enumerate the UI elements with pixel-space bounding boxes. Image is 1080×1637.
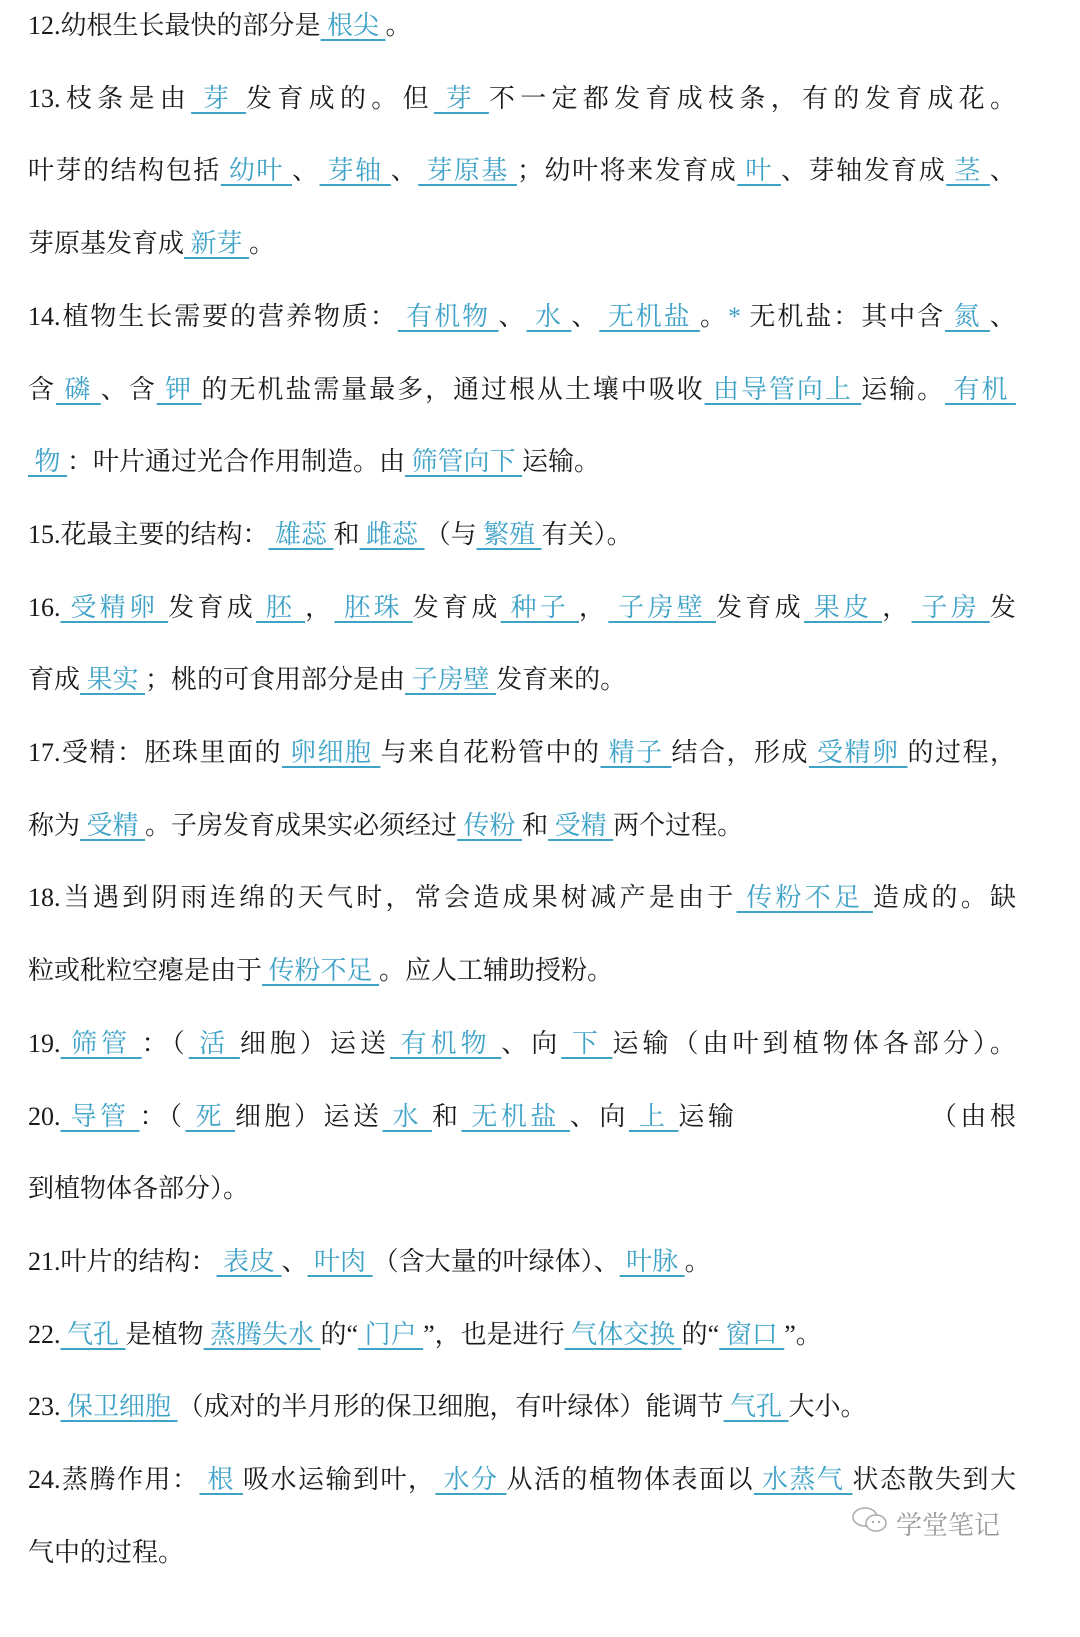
static-text: 运输。 — [522, 447, 601, 477]
answer-blank: 芽轴 — [319, 156, 391, 186]
answer-blank: 钾 — [156, 374, 202, 404]
static-text: 、 — [989, 156, 1016, 186]
static-text: ， — [579, 592, 609, 622]
static-text: 、向 — [501, 1028, 562, 1058]
document-line — [28, 951, 1016, 991]
static-text: （与 — [424, 519, 477, 549]
answer-blank: 传粉不足 — [736, 883, 873, 913]
static-text: 运输 — [678, 1101, 738, 1131]
answer-blank: 芽 — [191, 83, 247, 113]
answer-blank: 导管 — [60, 1101, 140, 1131]
answer-blank: 物 — [28, 447, 68, 477]
static-text: 、 — [292, 156, 320, 186]
static-text: 18.当遇到阴雨连绵的天气时，常会造成果树减产是由于 — [28, 883, 737, 913]
static-text: 从活的植物体表面以 — [506, 1465, 754, 1494]
static-text: 的过程， — [907, 738, 1016, 767]
answer-blank: 果皮 — [803, 592, 883, 622]
static-text: 育成 — [28, 665, 81, 695]
answer-blank: 水蒸气 — [753, 1465, 853, 1494]
answer-blank: 受精卵 — [60, 592, 169, 622]
document-line — [28, 224, 1016, 264]
static-text: 。 — [249, 229, 276, 259]
answer-blank: 无机盐 — [461, 1101, 570, 1131]
static-text: 两个过程。 — [613, 810, 744, 840]
static-text: （由根 — [927, 1101, 1016, 1131]
document-line — [28, 370, 1016, 410]
answer-blank: 受精卵 — [808, 738, 908, 767]
static-text: 和 — [431, 1101, 462, 1131]
answer-blank: 表皮 — [216, 1246, 282, 1276]
static-text: 运输。 — [861, 374, 946, 404]
answer-blank: 根尖 — [320, 11, 386, 40]
static-text: 12.幼根生长最快的部分是 — [28, 11, 321, 40]
document-line — [28, 733, 1016, 773]
static-text: 和 — [333, 519, 360, 549]
answer-blank: 磷 — [55, 374, 101, 404]
document-line — [28, 660, 1016, 700]
asterisk-mark: * — [727, 301, 741, 331]
static-text: 20. — [28, 1101, 61, 1131]
answer-blank: 受精 — [548, 810, 614, 840]
static-text: 细胞）运送 — [239, 1028, 391, 1058]
document-line — [28, 588, 1016, 628]
static-text: （成对的半月形的保卫细胞，有叶绿体）能调节 — [177, 1392, 724, 1422]
static-text: 状态散失到大 — [852, 1465, 1016, 1494]
answer-blank: 气孔 — [723, 1392, 789, 1422]
static-text: 、 — [989, 301, 1016, 331]
document-line — [28, 1460, 1016, 1500]
static-text: ；桃的可食用部分是由 — [145, 665, 406, 695]
static-text: 的“ — [320, 1319, 359, 1349]
answer-blank: 死 — [185, 1101, 235, 1131]
document-line — [28, 878, 1016, 918]
document-line — [28, 442, 1016, 482]
answer-blank: 胚 — [256, 592, 306, 622]
static-text: 发 — [989, 592, 1016, 622]
static-text: ， — [305, 592, 335, 622]
static-text: ， — [882, 592, 912, 622]
answer-blank: 有机物 — [390, 1028, 502, 1058]
answer-blank: 由导管向上 — [704, 374, 862, 404]
answer-blank: 蒸腾失水 — [203, 1319, 321, 1349]
static-text: 和 — [522, 810, 549, 840]
static-text: 的“ — [681, 1319, 720, 1349]
static-text: 不一定都发育成枝条，有的发育成花。 — [488, 83, 1016, 113]
static-text: 、 — [498, 301, 527, 331]
answer-blank: 叶 — [737, 156, 781, 186]
static-text: 无机盐：其中含 — [740, 301, 946, 331]
static-text: 。应人工辅助授粉。 — [379, 956, 614, 986]
static-text: 吸水运输到叶， — [242, 1465, 436, 1494]
static-text: ：（ — [139, 1101, 186, 1131]
static-text: 发育成 — [168, 592, 257, 622]
static-text: 17.受精：胚珠里面的 — [28, 738, 282, 767]
answer-blank: 精子 — [600, 738, 672, 767]
static-text: 。 — [700, 301, 728, 331]
static-text: 结合，形成 — [671, 738, 809, 767]
static-text: 、芽轴发育成 — [781, 156, 947, 186]
static-text: ：（ — [141, 1028, 189, 1058]
static-text: 造成的。缺 — [872, 883, 1016, 913]
document-line — [28, 1024, 1016, 1064]
answer-blank: 筛管 — [60, 1028, 142, 1058]
answer-blank: 幼叶 — [220, 156, 292, 186]
static-text: 称为 — [28, 810, 81, 840]
answer-blank: 有机物 — [397, 301, 499, 331]
static-text: 19. — [28, 1028, 61, 1058]
static-text: 发育成 — [715, 592, 804, 622]
static-text: 有关）。 — [541, 519, 633, 549]
answer-blank: 水 — [382, 1101, 432, 1131]
answer-blank: 窗口 — [719, 1319, 785, 1349]
static-text: 、 — [390, 156, 419, 186]
static-text: 14.植物生长需要的营养物质： — [28, 301, 398, 331]
static-text: 运输（由叶到植物体各部分）。 — [612, 1028, 1016, 1058]
static-text: 16. — [28, 592, 61, 622]
static-text: 、 — [571, 301, 600, 331]
answer-blank: 卵细胞 — [281, 738, 381, 767]
static-text: 、 — [281, 1246, 308, 1276]
answer-blank: 芽 — [433, 83, 489, 113]
answer-blank: 传粉 — [457, 810, 523, 840]
document-line — [28, 1387, 1016, 1427]
static-text: 23. — [28, 1392, 61, 1422]
static-text: 大小。 — [788, 1392, 867, 1422]
static-text: 21.叶片的结构： — [28, 1246, 217, 1276]
answer-blank: 气体交换 — [564, 1319, 682, 1349]
document-line — [28, 515, 1016, 555]
document-line — [28, 6, 1016, 46]
static-text: ；幼叶将来发育成 — [517, 156, 738, 186]
answer-blank: 下 — [561, 1028, 613, 1058]
answer-blank: 水 — [526, 301, 572, 331]
watermark — [850, 1505, 1000, 1542]
answer-blank: 上 — [628, 1101, 679, 1131]
static-text: 15.花最主要的结构： — [28, 519, 269, 549]
static-text: 。 — [385, 11, 412, 40]
static-text: 芽原基发育成 — [28, 229, 185, 259]
document-line — [28, 1242, 1016, 1282]
static-text: 发育成的。但 — [246, 83, 434, 113]
static-text: 发育成 — [412, 592, 501, 622]
static-text: （含大量的叶绿体）、 — [372, 1246, 620, 1276]
static-text: 气中的过程。 — [28, 1537, 185, 1567]
static-text: 22. — [28, 1319, 61, 1349]
answer-blank: 氮 — [945, 301, 990, 331]
static-text: 。子房发育成果实必须经过 — [145, 810, 458, 840]
document-line — [28, 297, 1016, 337]
static-text: 、向 — [569, 1101, 629, 1131]
document-line — [28, 1169, 1016, 1209]
answer-blank: 叶肉 — [307, 1246, 373, 1276]
answer-blank: 雄蕊 — [268, 519, 334, 549]
answer-blank: 筛管向下 — [405, 447, 523, 477]
answer-blank: 传粉不足 — [262, 956, 380, 986]
static-text: 13.枝条是由 — [28, 83, 192, 113]
answer-blank: 水分 — [435, 1465, 507, 1494]
answer-blank: 种子 — [500, 592, 579, 622]
static-text: 细胞）运送 — [234, 1101, 383, 1131]
wechat-icon — [850, 1505, 890, 1542]
answer-blank: 芽原基 — [418, 156, 517, 186]
watermark-text: 学堂笔记 — [896, 1511, 1001, 1541]
answer-blank: 有机 — [945, 374, 1016, 404]
answer-blank: 新芽 — [184, 229, 250, 259]
static-text: 到植物体各部分）。 — [28, 1174, 250, 1204]
static-text: 发育来的。 — [496, 665, 627, 695]
static-text: 叶芽的结构包括 — [28, 156, 221, 186]
answer-blank: 受精 — [80, 810, 146, 840]
document-line — [28, 1097, 1016, 1137]
answer-blank: 子房壁 — [608, 592, 716, 622]
static-text: 24.蒸腾作用： — [28, 1465, 200, 1494]
static-text: 的无机盐需量最多，通过根从土壤中吸收 — [201, 374, 705, 404]
answer-blank: 叶脉 — [619, 1246, 685, 1276]
answer-blank: 活 — [188, 1028, 240, 1058]
static-text: 粒或秕粒空瘪是由于 — [28, 956, 263, 986]
answer-blank: 雌蕊 — [359, 519, 425, 549]
answer-blank: 根 — [199, 1465, 243, 1494]
static-text: 、含 — [100, 374, 157, 404]
answer-blank: 气孔 — [60, 1319, 126, 1349]
answer-blank: 门户 — [358, 1319, 424, 1349]
answer-blank: 子房 — [911, 592, 990, 622]
static-text: ：叶片通过光合作用制造。由 — [67, 447, 406, 477]
answer-blank: 果实 — [80, 665, 146, 695]
static-text: ”。 — [784, 1319, 822, 1349]
answer-blank: 繁殖 — [476, 519, 542, 549]
document-line — [28, 1315, 1016, 1355]
static-text: 是植物 — [125, 1319, 204, 1349]
document-line — [28, 79, 1016, 119]
static-text: 。 — [684, 1246, 711, 1276]
answer-blank: 胚珠 — [334, 592, 413, 622]
answer-blank: 无机盐 — [599, 301, 701, 331]
answer-blank: 子房壁 — [405, 665, 497, 695]
document-line — [28, 151, 1016, 191]
static-text: ”，也是进行 — [423, 1319, 565, 1349]
document-line — [28, 806, 1016, 846]
static-text: 含 — [28, 374, 56, 404]
static-text: 与来自花粉管中的 — [380, 738, 601, 767]
answer-blank: 保卫细胞 — [60, 1392, 178, 1422]
answer-blank: 茎 — [946, 156, 990, 186]
